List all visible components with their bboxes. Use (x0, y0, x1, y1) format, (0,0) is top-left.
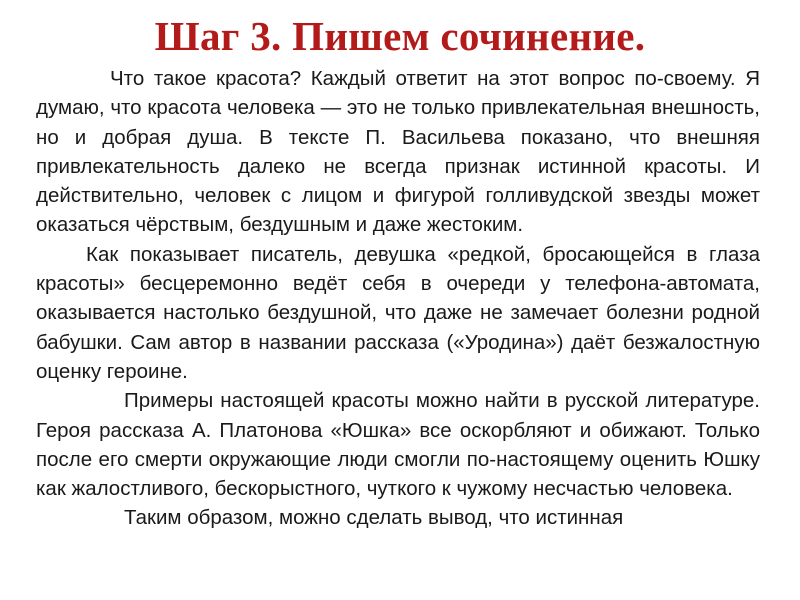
essay-paragraph-4: Таким образом, можно сделать вывод, что истинная (124, 506, 624, 530)
essay-paragraph-2: Как показывает писатель, девушка «редкой, бросающейся в глаза красоты» бесцеремонно ведёт себя в очереди у телефона-автомата, оказывается настолько бездушной, что даже не замечает болезни родной бабушки. Сам автор в названии рассказа («Уродина») даёт безжалостную оценку героине. (36, 242, 760, 383)
essay-paragraph-3: Примеры настоящей красоты можно найти в русской литературе. Героя рассказа А. Платонова «Юшка» все оскорбляют и обижают. Только после его смерти окружающие люди смогли по-настоящему оценить Юшку как жалостливого, бескорыстного, чуткого к чужому несчастью человека. (36, 389, 760, 501)
slide-title: Шаг 3. Пишем сочинение. (154, 13, 646, 59)
essay-paragraph-1: Что такое красота? Каждый ответит на этот вопрос по-своему. Я думаю, что красота человека — это не только привлекательная внешность, но и добрая душа. В тексте П. Васильева показано, что внешняя привлекательность далеко не всегда признак истинной красоты. И действительно, человек с лицом и фигурой голливудской звезды может оказаться чёрствым, бездушным и даже жестоким. (36, 67, 760, 237)
essay-text (36, 64, 760, 533)
